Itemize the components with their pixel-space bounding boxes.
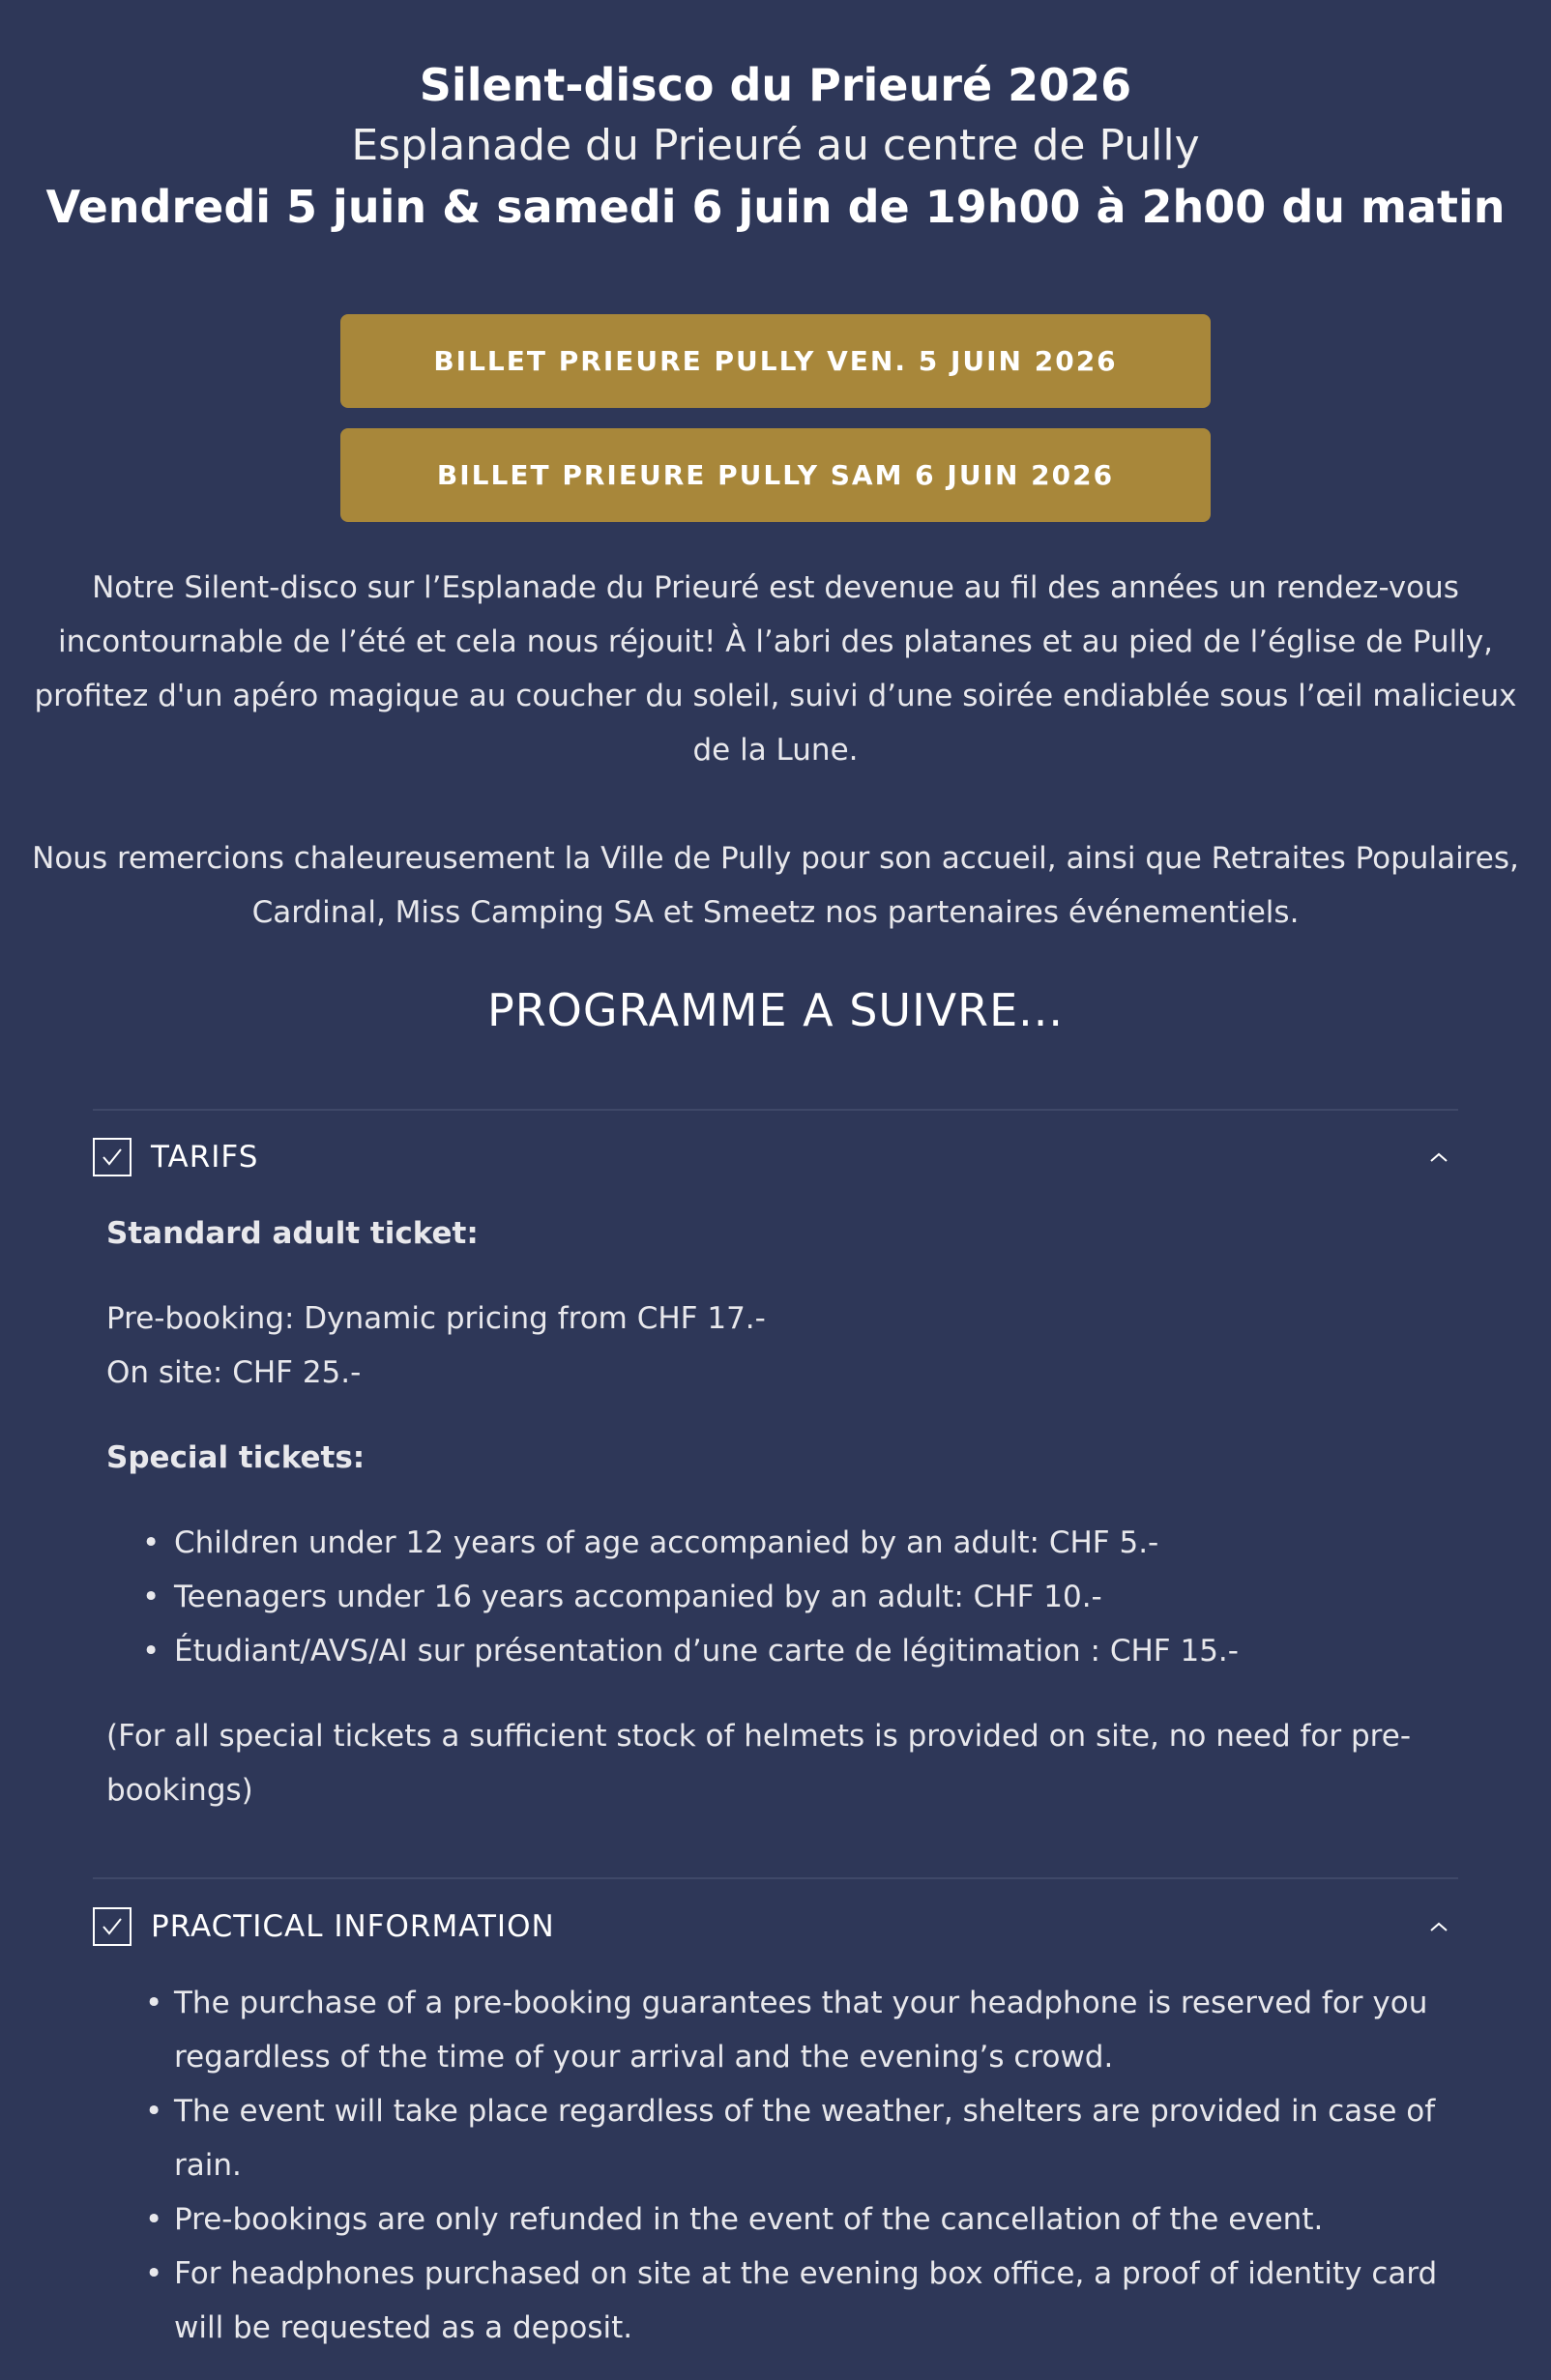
divider <box>93 1109 1458 1111</box>
ticket-friday-button[interactable]: BILLET PRIEURE PULLY VEN. 5 JUIN 2026 <box>340 314 1211 408</box>
intro-paragraph: Notre Silent-disco sur l’Esplanade du Prieuré est devenue au fil des années un rendez-vous incontournable de l’été et cela nous réjouit! À l’abri des platanes et au pied de l’église de Pully, profitez d'un apéro magique au coucher du soleil, suivi d’une soirée endiablée sous l’œil malicieux de la Lune. <box>34 570 1517 768</box>
practical-accordion-header[interactable] <box>93 1898 1458 1956</box>
chevron-up-icon[interactable] <box>1419 1138 1458 1176</box>
list-item: • For headphones purchased on site at the evening box office, a proof of identity card will be requested as a deposit. <box>145 2256 1438 2345</box>
thanks-paragraph: Nous remercions chaleureusement la Ville de Pully pour son accueil, ainsi que Retraites Populaires, Cardinal, Miss Camping SA et Smeetz nos partenaires événementiels. <box>32 841 1519 930</box>
prebooking-price: Pre-booking: Dynamic pricing from CHF 17.- <box>106 1301 766 1336</box>
special-tickets-note: (For all special tickets a sufficient stock of helmets is provided on site, no need for pre-bookings) <box>106 1719 1411 1808</box>
list-item: • Children under 12 years of age accompanied by an adult: CHF 5.- <box>106 1516 1460 1570</box>
onsite-price: On site: CHF 25.- <box>106 1355 362 1390</box>
event-location: Esplanade du Prieuré au centre de Pully <box>351 121 1200 170</box>
divider <box>93 1877 1458 1879</box>
standard-ticket-heading: Standard adult ticket: <box>106 1216 479 1251</box>
tarifs-accordion-header[interactable] <box>93 1128 1458 1186</box>
list-item: • Teenagers under 16 years accompanied by an adult: CHF 10.- <box>106 1570 1460 1624</box>
checkbox-icon[interactable] <box>93 1138 132 1176</box>
event-dates: Vendredi 5 juin & samedi 6 juin de 19h00 à 2h00 du matin <box>45 181 1506 233</box>
tarifs-title: TARIFS <box>151 1140 259 1175</box>
event-title: Silent-disco du Prieuré 2026 <box>419 59 1132 111</box>
programme-heading: PROGRAMME A SUIVRE... <box>486 984 1065 1036</box>
special-tickets-list <box>106 1516 1460 1678</box>
event-header <box>0 54 1551 238</box>
tarifs-content <box>106 1206 1460 1817</box>
practical-content <box>145 1976 1460 2355</box>
special-tickets-heading: Special tickets: <box>106 1440 366 1475</box>
chevron-up-icon[interactable] <box>1419 1907 1458 1946</box>
list-item: • The purchase of a pre-booking guarantees that your headphone is reserved for you regardless of the time of your arrival and the evening’s crowd. <box>145 1986 1428 2075</box>
practical-title: PRACTICAL INFORMATION <box>151 1909 555 1944</box>
list-item: • Étudiant/AVS/AI sur présentation d’une carte de légitimation : CHF 15.- <box>106 1624 1460 1678</box>
checkbox-icon[interactable] <box>93 1907 132 1946</box>
list-item: • Pre-bookings are only refunded in the event of the cancellation of the event. <box>145 2202 1324 2237</box>
ticket-saturday-button[interactable]: BILLET PRIEURE PULLY SAM 6 JUIN 2026 <box>340 428 1211 522</box>
list-item: • The event will take place regardless of the weather, shelters are provided in case of rain. <box>145 2094 1436 2183</box>
